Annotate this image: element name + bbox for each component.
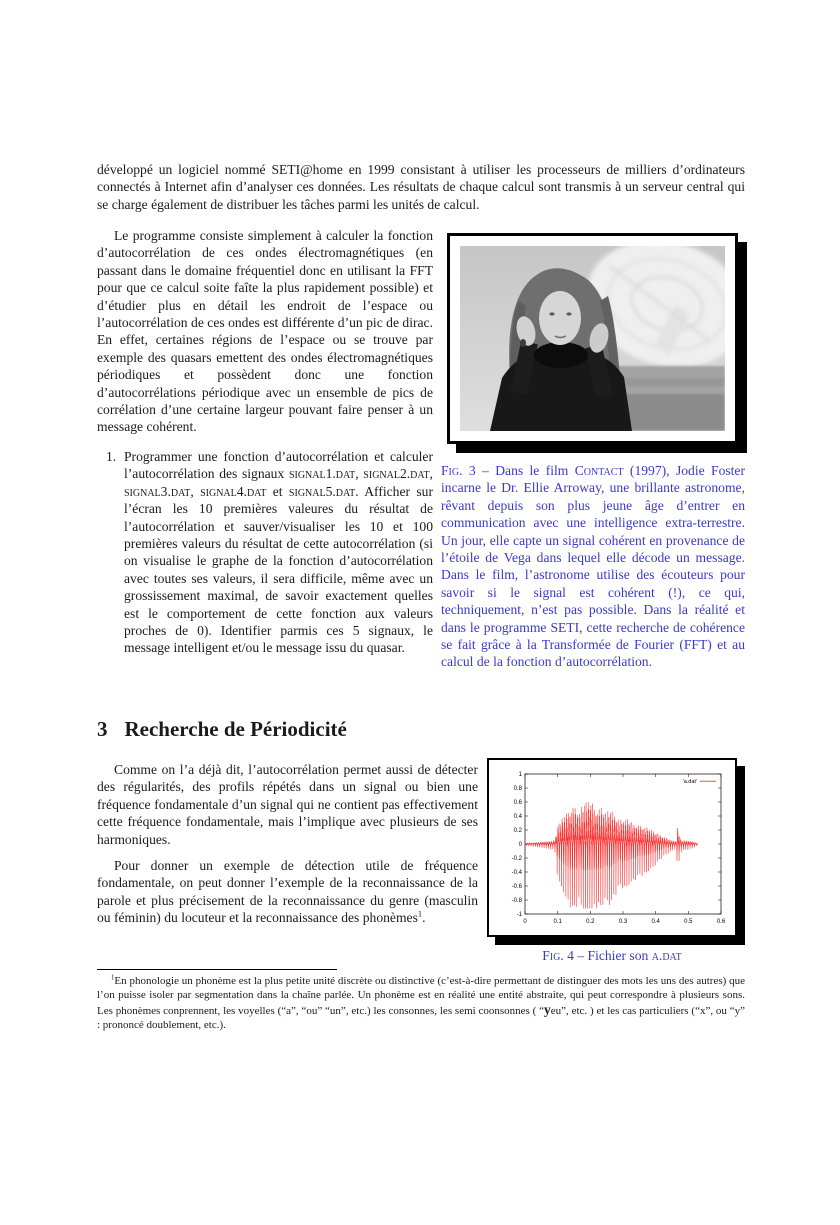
svg-text:0.2: 0.2 (586, 919, 595, 925)
periodicity-paragraph-2: Pour donner un exemple de détection utile de fréquence fondamentale, on peut donner l’exemple de la reconnaissance de la parole et plus précisement de la reconnaissance du genre (masculin ou féminin) du locuteur et la reconnaissance des phonèmes$^1$. (97, 858, 478, 926)
svg-text:0: 0 (518, 842, 522, 848)
task-text: Programmer une fonction d’autocorrélation et calculer l’autocorrélation des signaux signal1.dat, signal2.dat, signal3.dat, signal4.dat et signal5.dat. Afficher sur l’écran les 10 premières valeures du résultat de l’autocorrélation et sauver/visualiser les 10 et 100 premières valeurs du résultat de cette autocorrélation (si on visualise le graphe de la fonction d’autocorrélation avec toutes ses valeurs, il sera difficile, même avec un grossissement maximal, de savoir exactement quelles est le comportement de cette fonction aux valeurs proches de 0). Identifier parmis ces 5 signaux, le message intelligent et/ou le message issu du quasar. (124, 448, 434, 656)
svg-text:-1: -1 (516, 912, 522, 918)
footnote-text: $^1$En phonologie un phonème est la plus petite unité discrète ou distinctive (c’est-à-dire permettant de distinguer des mots les uns des autres) que l’on puisse isoler par segmentation dans la chaîne parlée. Un phonème est en réalité une entité abstraite, qui peut correspondre à plusieurs sons. Les phonèmes conprennent, les voyelles (“a”, “ou” “un”, etc.) les consonnes, les semi coonsonnes ( “yeu”, etc. ) et les cas particuliers (“x”, ou “y” : prononcé doublement, etc.). (97, 974, 745, 1031)
task-number: 1. (106, 448, 117, 464)
section3-number: 3 (97, 717, 108, 741)
svg-text:-0.6: -0.6 (511, 884, 522, 890)
fig4-plot-svg (495, 766, 729, 929)
program-paragraph: Le programme consiste simplement à calculer la fonction d’autocorrélation de ces ondes électromagnétiques (en passant dans le domaine fréquentiel donc en utilisant la FFT pour que ce calcul soite faîte la plus rapidement possible) et d’étudier plus en détail les endroit de l’espace ou l’autocorrélation de ces ondes est différente d’un pic de dirac. En effet, certaines régions de l’espace ou se trouve par exemple des quasars emettent des ondes électromagnétiques périodiques et possèdent donc une fonction d’autocorrélations périodique avec un ensemble de pics de corrélation d’une certaine largeur pouvant faire penser à un message cohérent. (97, 228, 433, 435)
svg-text:'a.dat': 'a.dat' (682, 779, 697, 785)
left-column-top (97, 227, 433, 657)
svg-text:0.8: 0.8 (513, 786, 522, 792)
svg-text:0.4: 0.4 (651, 919, 660, 925)
svg-text:-0.8: -0.8 (511, 898, 522, 904)
task-list-item (97, 448, 433, 657)
section3-title: Recherche de Périodicité (124, 717, 347, 741)
svg-text:-0.4: -0.4 (511, 870, 522, 876)
svg-text:0: 0 (523, 919, 527, 925)
intro-paragraph: développé un logiciel nommé SETI@home en 1999 consistant à utiliser les processeurs de milliers d’ordinateurs connectés à Internet afin d’analyser ces données. Les résultats de chaque calcul sont transmis à un serveur central qui se charge également de distribuer les tâches parmi les unités de calcul. (97, 162, 745, 212)
svg-text:-0.2: -0.2 (511, 856, 522, 862)
footnote-rule (97, 969, 337, 970)
svg-text:0.6: 0.6 (716, 919, 726, 925)
contact-photo-frame (447, 233, 738, 444)
svg-text:0.2: 0.2 (513, 828, 522, 834)
periodicity-paragraph-1: Comme on l’a déjà dit, l’autocorrélation permet aussi de détecter des régularités, des profils répétés dans un signal ou bien une fréquence fondamentale d’un signal qui ne contient pas effectivement cette fréquence fondamentale, mais l’implique avec plusieurs de ses harmoniques. (97, 762, 478, 847)
svg-text:0.6: 0.6 (513, 800, 522, 806)
figure4-caption: Fig. 4 – Fichier son a.dat (542, 948, 682, 963)
left-column-bottom (97, 761, 478, 927)
svg-text:0.4: 0.4 (513, 814, 522, 820)
svg-text:1: 1 (518, 772, 522, 778)
svg-text:0.3: 0.3 (618, 919, 628, 925)
figure3-caption: Fig. 3 – Dans le film Contact (1997), Jodie Foster incarne le Dr. Ellie Arroway, une brillante astronome, rêvant depuis son plus jeune âge d’entrer en communication avec une intelligence extra-terrestre. Un jour, elle capte un signal cohérent en provenance de l’étoile de Vega dans lequel elle décode un message. Dans le film, l’astronome utilise des écouteurs pour savoir si le signal est cohérent (!), ce qui, techniquement, n’est pas possible. Dans la réalité et dans le programme SETI, cette recherche de cohérence se fait grâce à la Transformée de Fourier (FFT) et au calcul de la fonction d’autocorrélation. (441, 463, 745, 670)
section3-heading (97, 717, 347, 742)
fig4-frame (487, 758, 737, 937)
svg-text:0.1: 0.1 (553, 919, 562, 925)
contact-photo-illustration (460, 246, 725, 431)
svg-text:0.5: 0.5 (684, 919, 693, 925)
